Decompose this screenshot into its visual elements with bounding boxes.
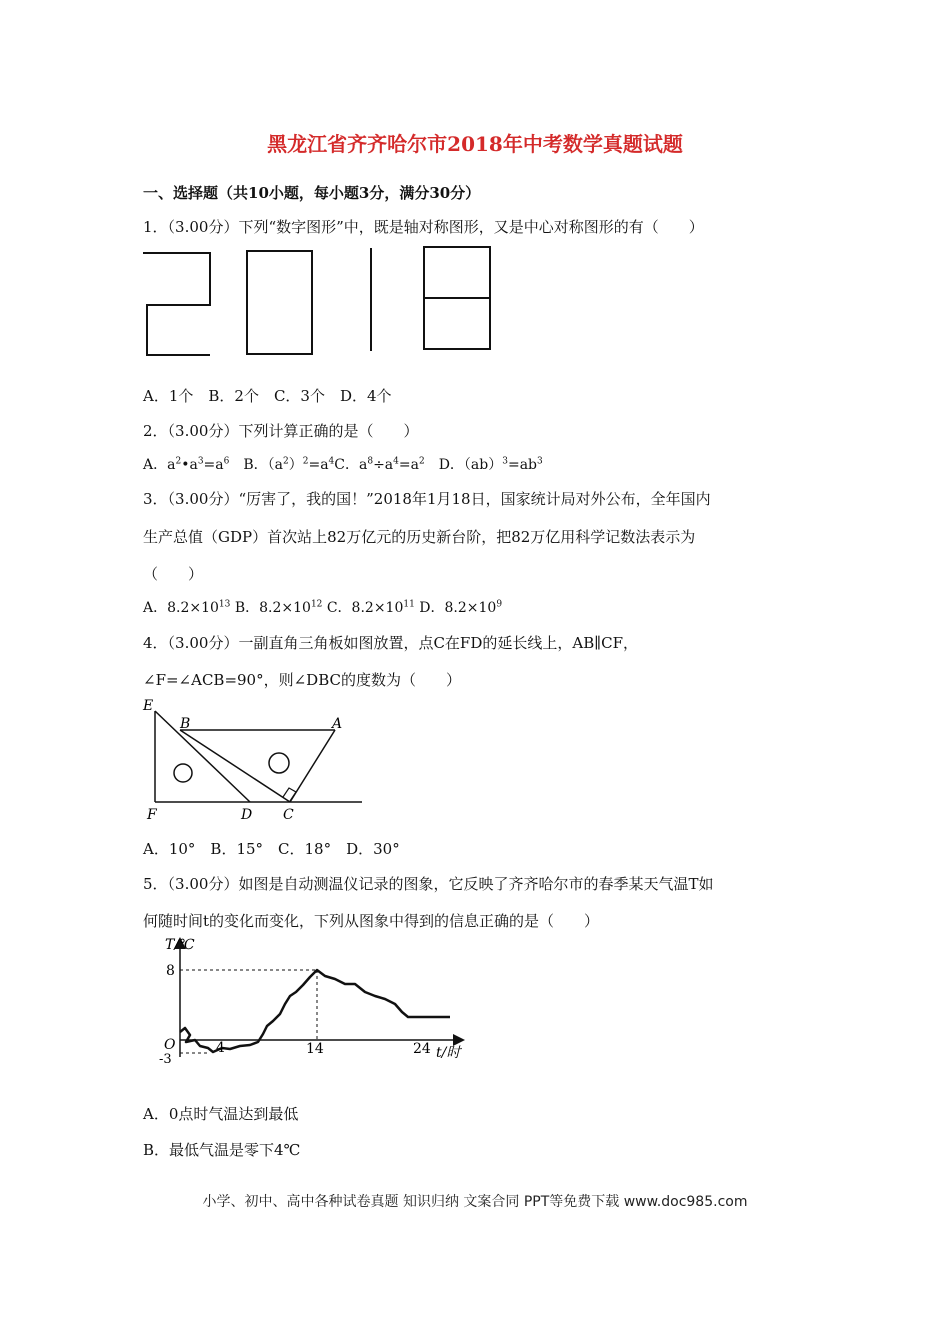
question-4-line-2: ∠F=∠ACB=90°，则∠DBC的度数为（ ） — [143, 671, 461, 689]
section-heading: 一、选择题（共10小题，每小题3分，满分30分） — [143, 184, 481, 202]
question-1-options: A．1个 B．2个 C．3个 D．4个 — [143, 387, 392, 405]
question-5-option-a: A．0点时气温达到最低 — [143, 1105, 299, 1123]
x-tick-14: 14 — [306, 1041, 324, 1057]
question-1-stem: 1．（3.00分）下列“数字图形”中，既是轴对称图形，又是中心对称图形的有（ ） — [143, 218, 704, 236]
digit-0-shape — [247, 251, 312, 354]
question-2-stem: 2．（3.00分）下列计算正确的是（ ） — [143, 422, 419, 440]
page-title: 黑龙江省齐齐哈尔市2018年中考数学真题试题 — [267, 132, 683, 156]
question-5-line-2: 何随时间t的变化而变化，下列从图象中得到的信息正确的是（ ） — [143, 912, 600, 930]
x-tick-24: 24 — [413, 1041, 431, 1057]
label-D: D — [241, 807, 253, 823]
question-5-option-b: B．最低气温是零下4℃ — [143, 1141, 301, 1159]
label-E: E — [143, 698, 154, 714]
question-4-options: A．10° B．15° C．18° D．30° — [143, 840, 400, 858]
footer-link[interactable]: 小学、初中、高中各种试卷真题 知识归纳 文案合同 PPT等免费下载 www.doc985.com — [202, 1194, 748, 1210]
question-3-line-3: （ ） — [143, 565, 204, 583]
question-3-line-1: 3．（3.00分）“厉害了，我的国！”2018年1月18日，国家统计局对外公布，全年国内 — [143, 490, 711, 508]
y-tick-8: 8 — [166, 963, 175, 979]
label-B: B — [180, 716, 191, 732]
question-4-triangle-figure — [140, 695, 370, 825]
question-3-line-2: 生产总值（GDP）首次站上82万亿元的历史新台阶，把82万亿用科学记数法表示为 — [143, 528, 696, 546]
question-3-options: A．$8.2\times 10^{13}$ B．$8.2\times 10^{12}$ C．$8.2\times 10^{11}$ D．$8.2\times 10^9$ — [143, 599, 503, 616]
question-1-digit-figures — [140, 243, 500, 359]
label-F: F — [147, 807, 157, 823]
question-5-temperature-graph — [140, 932, 480, 1067]
question-2-options: A．$a^2•a^3=a^6$ B．$(a^2)^2=a^4C$．$a^8\div a^4=a^2$ D．$(ab)^3=ab^3$ — [143, 456, 543, 473]
digit-2-shape — [143, 253, 210, 355]
label-C: C — [283, 807, 294, 823]
question-5-line-1: 5．（3.00分）如图是自动测温仪记录的图象，它反映了齐齐哈尔市的春季某天气温T如 — [143, 875, 714, 893]
x-tick-4: 4 — [216, 1040, 225, 1056]
y-tick-neg3: -3 — [159, 1052, 172, 1067]
label-A: A — [332, 716, 343, 732]
question-4-line-1: 4．（3.00分）一副直角三角板如图放置，点C在FD的延长线上，AB∥CF， — [143, 634, 639, 652]
y-axis-label: T/℃ — [165, 937, 195, 953]
x-axis-label: t/时 — [436, 1045, 461, 1061]
origin-label: O — [164, 1037, 176, 1053]
